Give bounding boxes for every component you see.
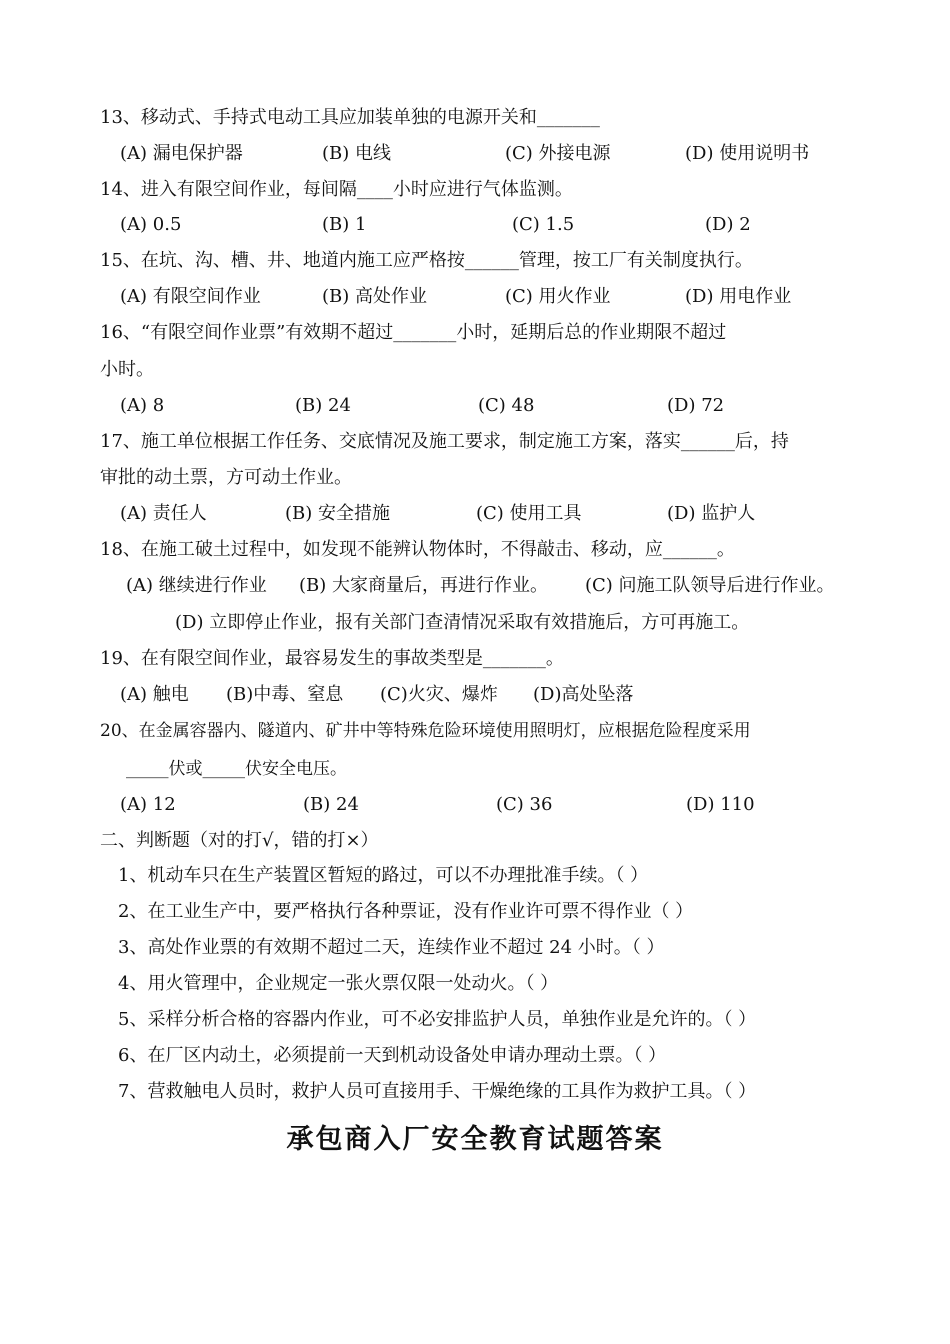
true-false-item-6: 6、在厂区内动土，必须提前一天到机动设备处申请办理动土票。（ ） [118,1045,667,1066]
question-18-stem: 18、在施工破土过程中，如发现不能辨认物体时，不得敲击、移动，应______。 [100,539,735,560]
question-20-option-b: (B) 24 [303,794,359,815]
question-16-option-b: (B) 24 [295,395,351,416]
question-15-stem: 15、在坑、沟、槽、井、地道内施工应严格按______管理，按工厂有关制度执行。 [100,250,753,271]
true-false-item-2: 2、在工业生产中，要严格执行各种票证，没有作业许可票不得作业（ ） [118,901,694,922]
question-17-option-d: (D) 监护人 [667,503,756,524]
question-16-stem-continued: 小时。 [100,359,154,380]
question-17-option-c: (C) 使用工具 [476,503,582,524]
question-13-stem: 13、移动式、手持式电动工具应加装单独的电源开关和_______ [100,107,600,128]
question-15-option-d: (D) 用电作业 [685,286,792,307]
question-14-option-d: (D) 2 [705,214,751,235]
question-18-option-a: (A) 继续进行作业 [126,575,267,596]
question-19-option-d: (D)高处坠落 [533,684,634,705]
question-13-option-a: (A) 漏电保护器 [120,143,243,164]
question-16-option-a: (A) 8 [120,395,165,416]
question-15-option-b: (B) 高处作业 [322,286,427,307]
question-16-stem: 16、“有限空间作业票”有效期不超过_______小时，延期后总的作业期限不超过 [100,322,727,343]
question-16-option-c: (C) 48 [478,395,535,416]
question-17-option-b: (B) 安全措施 [285,503,390,524]
question-20-option-a: (A) 12 [120,794,176,815]
question-20-stem-continued: _____伏或_____伏安全电压。 [126,759,347,779]
section-2-heading: 二、判断题（对的打√，错的打×） [100,830,379,851]
question-20-option-c: (C) 36 [496,794,553,815]
question-14-stem: 14、进入有限空间作业，每间隔____小时应进行气体监测。 [100,179,573,200]
question-17-option-a: (A) 责任人 [120,503,207,524]
true-false-item-5: 5、采样分析合格的容器内作业，可不必安排监护人员，单独作业是允许的。（ ） [118,1009,757,1030]
true-false-item-1: 1、机动车只在生产装置区暂短的路过，可以不办理批准手续。（ ） [118,865,649,886]
question-20-stem: 20、在金属容器内、隧道内、矿井中等特殊危险环境使用照明灯，应根据危险程度采用 [100,721,751,741]
question-15-option-c: (C) 用火作业 [505,286,611,307]
answer-key-title: 承包商入厂安全教育试题答案 [286,1124,664,1155]
true-false-item-3: 3、高处作业票的有效期不超过二天，连续作业不超过 24 小时。（ ） [118,937,665,958]
true-false-item-7: 7、营救触电人员时，救护人员可直接用手、干燥绝缘的工具作为救护工具。（ ） [118,1081,757,1102]
question-20-option-d: (D) 110 [686,794,755,815]
question-19-option-b: (B)中毒、窒息 [226,684,344,705]
question-14-option-c: (C) 1.5 [512,214,575,235]
question-17-stem-continued: 审批的动土票，方可动土作业。 [100,467,352,488]
question-18-option-b: (B) 大家商量后，再进行作业。 [299,575,548,596]
question-19-option-c: (C)火灾、爆炸 [380,684,498,705]
question-14-option-a: (A) 0.5 [120,214,182,235]
question-13-option-b: (B) 电线 [322,143,391,164]
question-13-option-c: (C) 外接电源 [505,143,611,164]
question-16-option-d: (D) 72 [667,395,725,416]
question-15-option-a: (A) 有限空间作业 [120,286,261,307]
true-false-item-4: 4、用火管理中，企业规定一张火票仅限一处动火。（ ） [118,973,559,994]
question-19-option-a: (A) 触电 [120,684,189,705]
question-18-option-d: (D) 立即停止作业，报有关部门查清情况采取有效措施后，方可再施工。 [175,612,750,633]
question-13-option-d: (D) 使用说明书 [685,143,810,164]
question-19-stem: 19、在有限空间作业，最容易发生的事故类型是_______。 [100,648,564,669]
question-14-option-b: (B) 1 [322,214,367,235]
question-18-option-c: (C) 问施工队领导后进行作业。 [585,575,835,596]
question-17-stem: 17、施工单位根据工作任务、交底情况及施工要求，制定施工方案，落实______后，持 [100,431,789,452]
